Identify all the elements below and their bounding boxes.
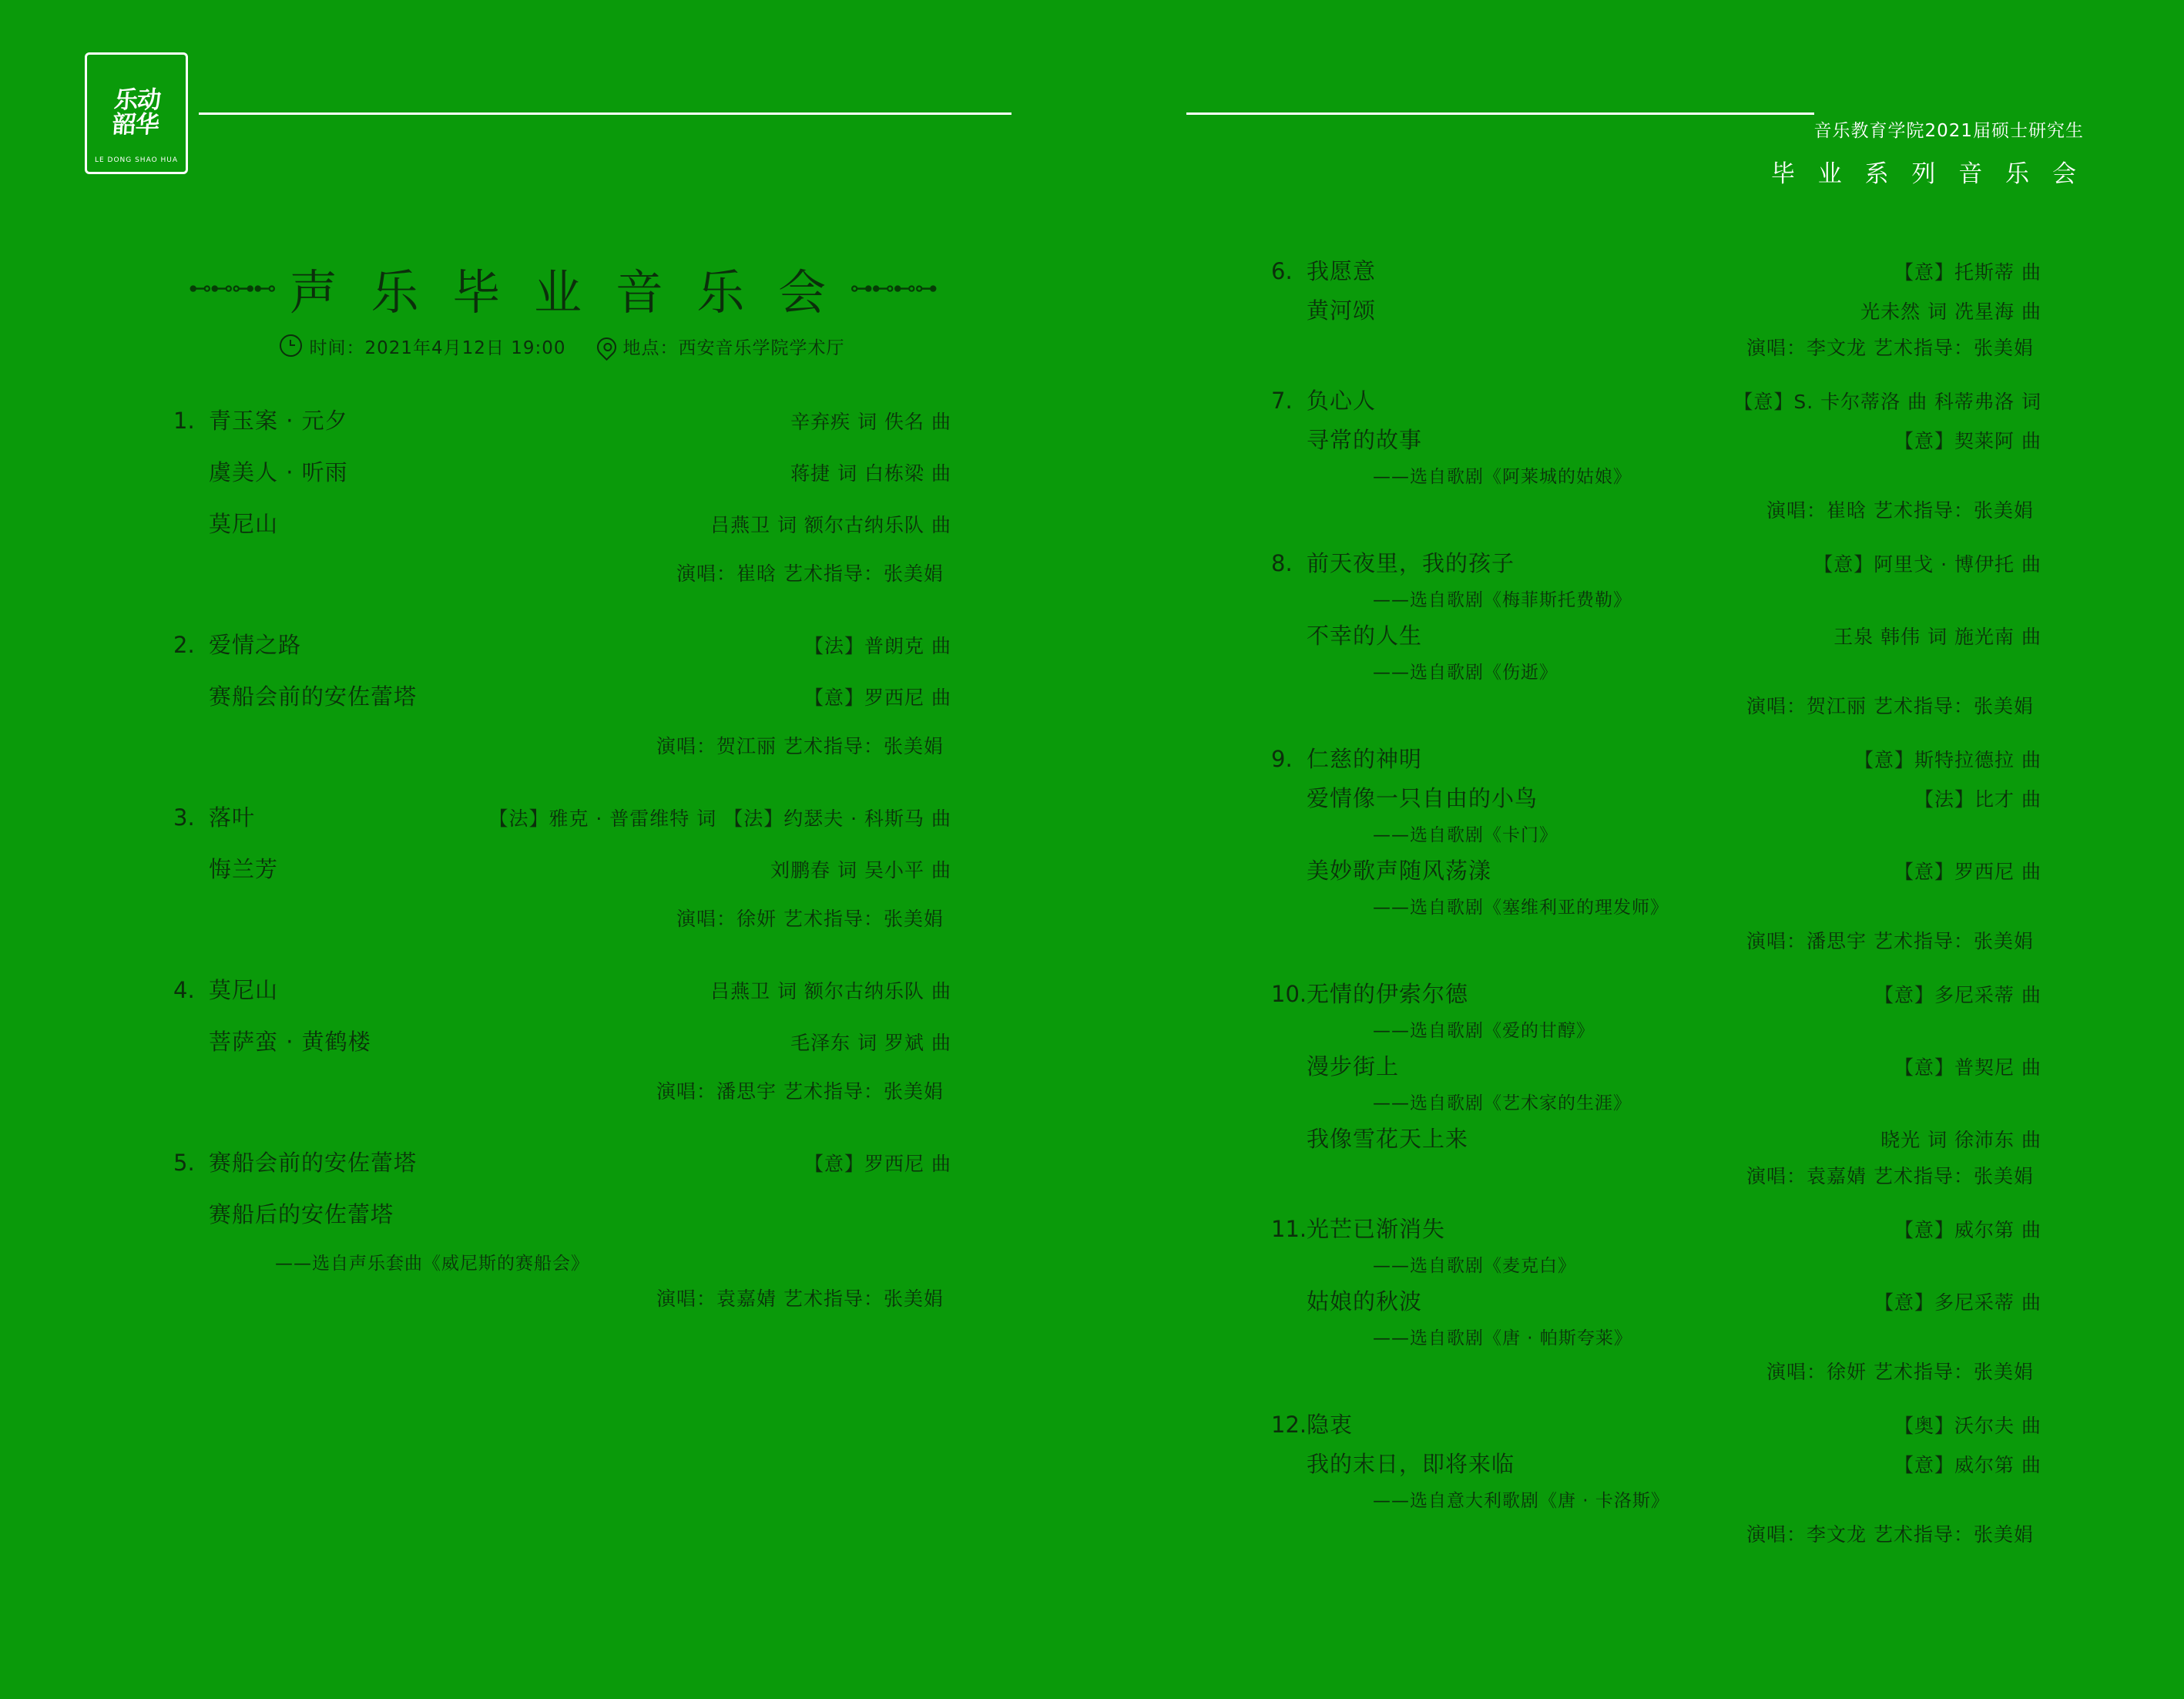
song-credit: 毛泽东 词 罗斌 曲: [790, 1032, 951, 1054]
right-column: [1271, 254, 2041, 1570]
header-rule-left: [199, 112, 1011, 115]
header-subtitle: 音乐教育学院2021届硕士研究生: [1813, 121, 2084, 141]
program-line: [1271, 384, 2041, 415]
song-source-note: ——选自歌剧《阿莱城的姑娘》: [1373, 467, 1632, 487]
performer-line: 演唱：潘思宇 艺术指导：张美娟: [1746, 930, 2034, 952]
performer-line: 演唱：崔晗 艺术指导：张美娟: [1766, 499, 2034, 522]
song-credit: 【意】托斯蒂 曲: [1894, 261, 2041, 284]
song-source-note: ——选自歌剧《艺术家的生涯》: [1373, 1093, 1632, 1113]
program-item: [173, 973, 951, 1104]
left-column: [173, 254, 951, 1353]
logo-text: 乐动 韶华: [111, 86, 162, 139]
program-line: [1271, 854, 2041, 885]
performer-line: 演唱：潘思宇 艺术指导：张美娟: [656, 1080, 944, 1103]
program-line: [173, 1146, 951, 1177]
concert-meta: [173, 334, 951, 359]
song-credit: 【法】普朗克 曲: [804, 635, 951, 657]
song-title: 赛船会前的安佐蕾塔: [209, 683, 418, 710]
program-line: [173, 852, 951, 884]
performer-line: 演唱：徐妍 艺术指导：张美娟: [676, 908, 944, 930]
song-source-note: ——选自歌剧《伤逝》: [1373, 663, 1558, 683]
program-number: 7.: [1271, 388, 1293, 414]
program-number: 3.: [173, 804, 195, 831]
program-line: [1271, 1049, 2041, 1081]
song-title: 虞美人 · 听雨: [209, 459, 348, 485]
song-title: 莫尼山: [209, 977, 279, 1003]
song-credit: 吕燕卫 词 额尔古纳乐队 曲: [710, 514, 951, 536]
song-title: 寻常的故事: [1307, 427, 1423, 453]
page-title: 声 乐 毕 业 音 乐 会: [289, 264, 836, 321]
program-line: [173, 801, 951, 832]
program-line: [1271, 254, 2041, 286]
program-item: [1271, 546, 2041, 719]
song-source-note: ——选自声乐套曲《威尼斯的赛船会》: [275, 1254, 589, 1274]
song-credit: 【法】比才 曲: [1914, 788, 2041, 811]
performer-line: 演唱：李文龙 艺术指导：张美娟: [1746, 1523, 2034, 1546]
song-credit: 【意】罗西尼 曲: [804, 1153, 951, 1175]
program-line: [173, 404, 951, 435]
program-number: 10.: [1271, 981, 1307, 1007]
song-title: 姑娘的秋波: [1307, 1288, 1423, 1315]
program-number: 2.: [173, 632, 195, 658]
program-line: [173, 507, 951, 539]
song-title: 光芒已渐消失: [1307, 1216, 1446, 1242]
program-number: 4.: [173, 977, 195, 1003]
song-credit: 【意】威尔第 曲: [1894, 1454, 2041, 1476]
poster-header: [0, 39, 2184, 189]
program-line: [1271, 1284, 2041, 1316]
program-number: 6.: [1271, 258, 1293, 284]
song-credit: 【意】契莱阿 曲: [1894, 430, 2041, 452]
song-title: 漫步街上: [1307, 1053, 1400, 1080]
song-source-note: ——选自歌剧《塞维利亚的理发师》: [1373, 898, 1669, 918]
song-credit: 刘鹏春 词 吴小平 曲: [770, 859, 951, 881]
program-line: [1271, 1122, 2041, 1153]
song-title: 赛船后的安佐蕾塔: [209, 1201, 394, 1227]
performer-line: 演唱：贺江丽 艺术指导：张美娟: [1746, 695, 2034, 717]
song-title: 爱情之路: [209, 632, 302, 658]
program-line: [1271, 423, 2041, 455]
program-item: [173, 1146, 951, 1311]
time-label: 时间：: [309, 338, 365, 358]
program-line: [173, 1025, 951, 1056]
program-number: 9.: [1271, 746, 1293, 772]
song-credit: 辛弃疾 词 佚名 曲: [790, 411, 951, 433]
song-title: 负心人: [1307, 388, 1377, 414]
program-item: [173, 628, 951, 759]
song-credit: 【意】罗西尼 曲: [1894, 861, 2041, 883]
song-source-note: ——选自歌剧《爱的甘醇》: [1373, 1021, 1595, 1041]
song-credit: 【意】斯特拉德拉 曲: [1854, 749, 2041, 771]
program-line: [173, 680, 951, 711]
song-title: 爱情像一只自由的小鸟: [1307, 785, 1538, 811]
song-title: 仁慈的神明: [1307, 746, 1423, 772]
program-line: [1271, 1212, 2041, 1244]
song-title: 我的末日，即将来临: [1307, 1451, 1515, 1477]
song-title: 赛船会前的安佐蕾塔: [209, 1150, 418, 1176]
program-line: [173, 628, 951, 660]
song-credit: 蒋捷 词 白栋梁 曲: [790, 462, 951, 485]
program-line: [1271, 294, 2041, 325]
song-credit: 光未然 词 冼星海 曲: [1860, 301, 2041, 323]
song-credit: 吕燕卫 词 额尔古纳乐队 曲: [710, 980, 951, 1002]
song-title: 青玉案 · 元夕: [209, 408, 348, 434]
place-value: 西安音乐学院学术厅: [678, 338, 845, 358]
song-source-note: ——选自歌剧《麦克白》: [1373, 1256, 1576, 1276]
place-label: 地点：: [622, 338, 679, 358]
song-title: 落叶: [209, 804, 256, 831]
program-item: [1271, 742, 2041, 954]
song-source-note: ——选自歌剧《卡门》: [1373, 825, 1558, 845]
logo: [85, 52, 188, 174]
song-title: 菩萨蛮 · 黄鹤楼: [209, 1029, 371, 1055]
song-credit: 【意】威尔第 曲: [1894, 1219, 2041, 1241]
song-credit: 晓光 词 徐沛东 曲: [1880, 1129, 2041, 1151]
performer-line: 演唱：徐妍 艺术指导：张美娟: [1766, 1361, 2034, 1383]
performer-line: 演唱：袁嘉婧 艺术指导：张美娟: [1746, 1165, 2034, 1187]
program-item: [173, 404, 951, 586]
song-credit: 【法】雅克 · 普雷维特 词 【法】约瑟夫 · 科斯马 曲: [488, 808, 951, 830]
header-main-title: 毕 业 系 列 音 乐 会: [1770, 160, 2084, 189]
song-credit: 【奥】沃尔夫 曲: [1894, 1415, 2041, 1437]
program-item: [1271, 1212, 2041, 1385]
header-rule-right: [1186, 112, 1814, 115]
program-item: [1271, 384, 2041, 523]
song-title: 隐衷: [1307, 1412, 1354, 1438]
program-line: [1271, 1408, 2041, 1439]
program-line: [173, 973, 951, 1005]
song-title: 我像雪花天上来: [1307, 1126, 1469, 1152]
performer-line: 演唱：贺江丽 艺术指导：张美娟: [656, 735, 944, 757]
song-title: 美妙歌声随风荡漾: [1307, 858, 1492, 884]
program-item: [1271, 254, 2041, 361]
performer-line: 演唱：袁嘉婧 艺术指导：张美娟: [656, 1288, 944, 1310]
song-title: 莫尼山: [209, 511, 279, 537]
time-value: 2021年4月12日 19:00: [364, 338, 566, 358]
song-credit: 【意】S. 卡尔蒂洛 曲 科蒂弗洛 词: [1733, 391, 2041, 413]
program-line: [1271, 619, 2041, 650]
song-credit: 王泉 韩伟 词 施光南 曲: [1833, 626, 2041, 648]
song-title: 不幸的人生: [1307, 623, 1423, 649]
concert-title-row: [173, 254, 951, 323]
logo-subtext: LE DONG SHAO HUA: [94, 156, 179, 164]
program-item: [1271, 977, 2041, 1189]
program-number: 5.: [173, 1150, 195, 1176]
ornament-right-icon: ⊶⊷⊷⊶: [850, 275, 937, 302]
performer-line: 演唱：崔晗 艺术指导：张美娟: [676, 562, 944, 585]
song-source-note: ——选自歌剧《唐 · 帕斯夸莱》: [1373, 1328, 1632, 1348]
song-source-note: ——选自歌剧《梅菲斯托费勒》: [1373, 590, 1632, 610]
clock-icon: [280, 334, 302, 357]
program-line: [1271, 546, 2041, 578]
song-title: 悔兰芳: [209, 856, 279, 882]
song-credit: 【意】多尼采蒂 曲: [1874, 984, 2041, 1006]
performer-line: 演唱：李文龙 艺术指导：张美娟: [1746, 337, 2034, 359]
song-credit: 【意】多尼采蒂 曲: [1874, 1291, 2041, 1314]
location-pin-icon: [592, 334, 619, 361]
program-number: 1.: [173, 408, 195, 434]
program-line: [1271, 781, 2041, 813]
song-credit: 【意】普契尼 曲: [1894, 1056, 2041, 1079]
program-item: [173, 801, 951, 932]
ornament-left-icon: ⊷⊷⊶⊷: [188, 275, 275, 302]
song-title: 无情的伊索尔德: [1307, 981, 1469, 1007]
program-number: 12.: [1271, 1412, 1307, 1438]
song-credit: 【意】阿里戈 · 博伊托 曲: [1813, 553, 2041, 576]
program-item: [1271, 1408, 2041, 1547]
header-titles: [1771, 119, 2084, 189]
song-source-note: ——选自意大利歌剧《唐 · 卡洛斯》: [1373, 1491, 1669, 1511]
program-line: [173, 1197, 951, 1229]
program-number: 8.: [1271, 550, 1293, 576]
program-line: [173, 455, 951, 487]
song-title: 我愿意: [1307, 258, 1377, 284]
program-number: 11.: [1271, 1216, 1307, 1242]
song-title: 黄河颂: [1307, 297, 1377, 324]
song-credit: 【意】罗西尼 曲: [804, 687, 951, 709]
song-title: 前天夜里，我的孩子: [1307, 550, 1515, 576]
program-line: [1271, 977, 2041, 1009]
program-line: [1271, 1447, 2041, 1479]
program-line: [1271, 742, 2041, 774]
